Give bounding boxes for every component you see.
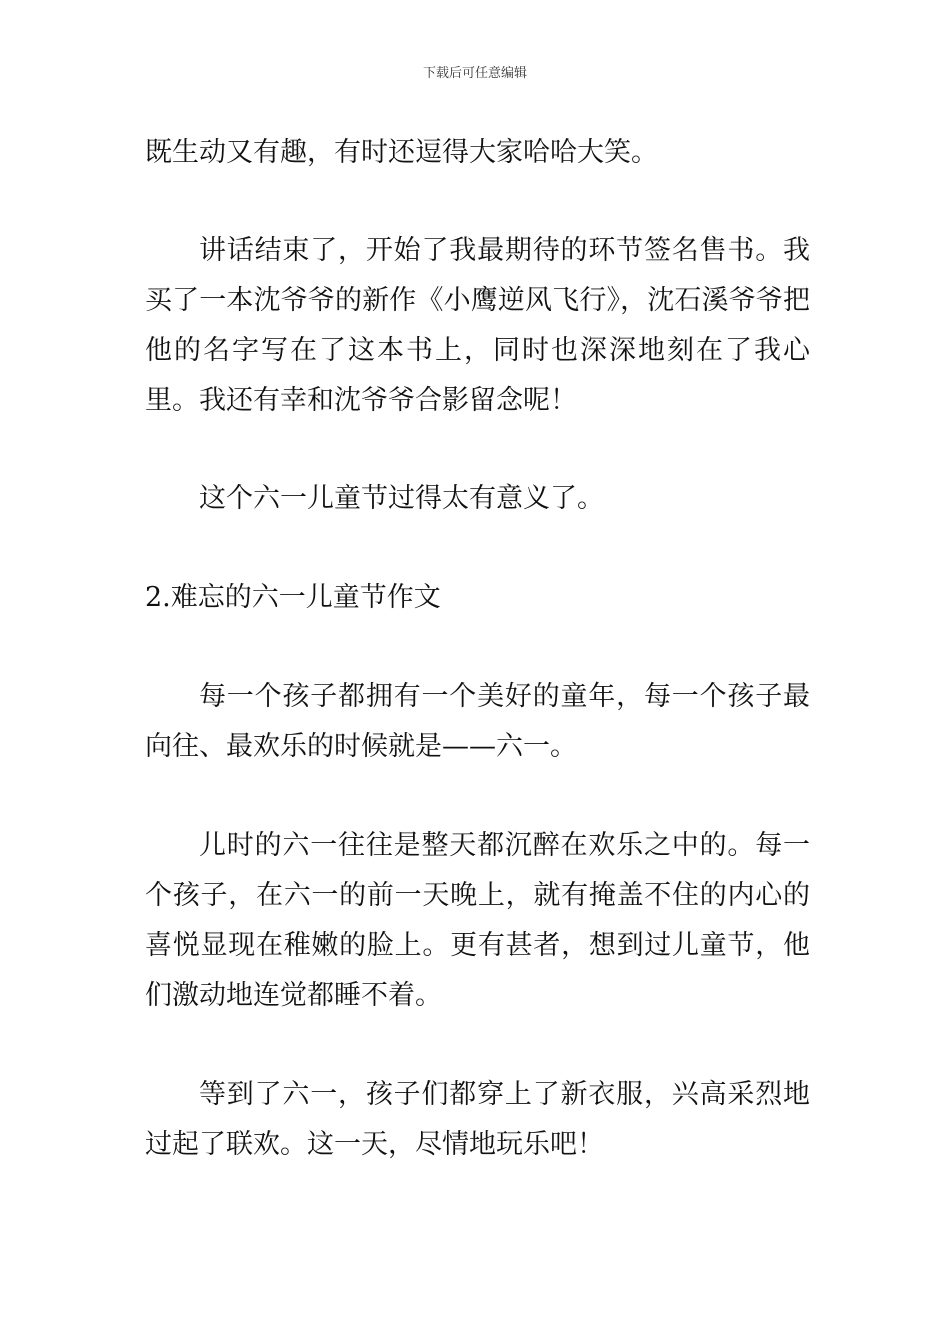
paragraph-continued: 既生动又有趣，有时还逗得大家哈哈大笑。 [145,137,658,168]
page-header-note: 下载后可任意编辑 [422,66,527,81]
paragraph-childhood: 儿时的六一往往是整天都沉醉在欢乐之中的。每一个孩子，在六一的前一天晚上，就有掩盖不住的内心的喜悦显现在稚嫩的脸上。更有甚者，想到过儿童节，他们激动地连觉都睡不着。 [145,830,810,1011]
section-heading: 2.难忘的六一儿童节作文 [145,582,441,613]
paragraph-intro: 每一个孩子都拥有一个美好的童年，每一个孩子最向往、最欢乐的时候就是——六一。 [145,681,810,762]
paragraph-conclusion: 这个六一儿童节过得太有意义了。 [199,483,604,514]
paragraph-celebration: 等到了六一，孩子们都穿上了新衣服，兴高采烈地过起了联欢。这一天，尽情地玩乐吧！ [145,1079,810,1160]
paragraph-book-signing: 讲话结束了，开始了我最期待的环节签名售书。我买了一本沈爷爷的新作《小鹰逆风飞行》，沈石溪爷爷把他的名字写在了这本书上，同时也深深地刻在了我心里。我还有幸和沈爷爷合影留念呢！ [145,235,810,416]
document-body [145,128,810,1170]
